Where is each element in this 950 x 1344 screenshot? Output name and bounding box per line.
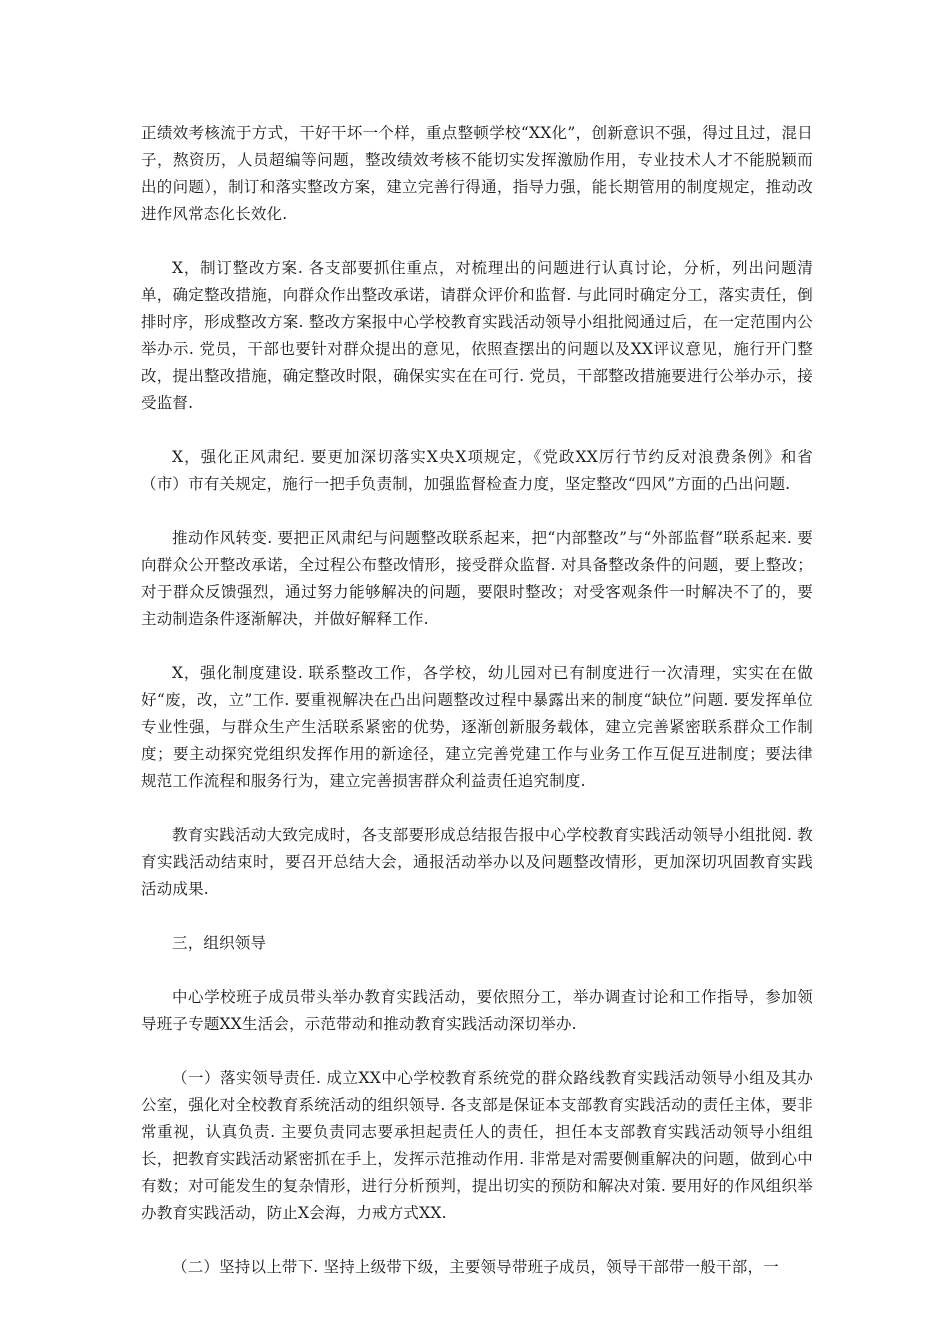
- document-body: [141, 120, 813, 1308]
- paragraph-7: 中心学校班子成员带头举办教育实践活动，要依照分工，举办调查讨论和工作指导，参加领导班子专题XX生活会，示范带动和推动教育实践活动深切举办.: [141, 988, 813, 1033]
- paragraph-5: X，强化制度建设. 联系整改工作，各学校，幼儿园对已有制度进行一次清理，实实在在做好“废，改，立”工作. 要重视解决在凸出问题整改过程中暴露出来的制度“缺位”问题. 要发挥单位专业性强，与群众生产生活联系紧密的优势，逐渐创新服务载体，建立完善紧密联系群众工作制度；要主动探究党组织发挥作用的新途径，建立完善党建工作与业务工作互促互进制度；要法律规范工作流程和服务行为，建立完善损害群众利益责任追究制度.: [141, 664, 813, 790]
- paragraph-1: 正绩效考核流于方式，干好干坏一个样，重点整顿学校“XX化”，创新意识不强，得过且过，混日子，熬资历，人员超编等问题，整改绩效考核不能切实发挥激励作用，专业技术人才不能脱颖而出的问题），制订和落实整改方案，建立完善行得通，指导力强，能长期管用的制度规定，推动改进作风常态化长效化.: [141, 124, 813, 223]
- paragraph-2: X，制订整改方案. 各支部要抓住重点，对梳理出的问题进行认真讨论，分析，列出问题清单，确定整改措施，向群众作出整改承诺，请群众评价和监督. 与此同时确定分工，落实责任，倒排时序，形成整改方案. 整改方案报中心学校教育实践活动领导小组批阅通过后，在一定范围内公举办示. 党员，干部也要针对群众提出的意见，依照查摆出的问题以及XX评议意见，施行开门整改，提出整改措施，确定整改时限，确保实实在在可行. 党员，干部整改措施要进行公举办示，接受监督.: [141, 259, 813, 412]
- paragraph-3: X，强化正风肃纪. 要更加深切落实X央X项规定，《党政XX厉行节约反对浪费条例》和省（市）市有关规定，施行一把手负责制，加强监督检查力度，坚定整改“四风”方面的凸出问题.: [141, 448, 813, 493]
- section-heading: 三，组织领导: [172, 934, 267, 952]
- paragraph-6: 教育实践活动大致完成时，各支部要形成总结报告报中心学校教育实践活动领导小组批阅. 教育实践活动结束时，要召开总结大会，通报活动举办以及问题整改情形，更加深切巩固教育实践活动成果.: [141, 826, 813, 898]
- paragraph-4: 推动作风转变. 要把正风肃纪与问题整改联系起来，把“内部整改”与“外部监督”联系起来. 要向群众公开整改承诺，全过程公布整改情形，接受群众监督. 对具备整改条件的问题，要上整改；对于群众反馈强烈，通过努力能够解决的问题，要限时整改；对受客观条件一时解决不了的，要主动制造条件逐渐解决，并做好解释工作.: [141, 529, 813, 628]
- paragraph-9: （二）坚持以上带下. 坚持上级带下级，主要领导带班子成员，领导干部带一般干部，一: [172, 1258, 779, 1276]
- paragraph-8: （一）落实领导责任. 成立XX中心学校教育系统党的群众路线教育实践活动领导小组及其办公室，强化对全校教育系统活动的组织领导. 各支部是保证本支部教育实践活动的责任主体，要非常重视，认真负责. 主要负责同志要承担起责任人的责任，担任本支部教育实践活动领导小组组长，把教育实践活动紧密抓在手上，发挥示范推动作用. 非常是对需要侧重解决的问题，做到心中有数；对可能发生的复杂情形，进行分析预判，提出切实的预防和解决对策. 要用好的作风组织举办教育实践活动，防止X会海，力戒方式XX.: [141, 1069, 813, 1222]
